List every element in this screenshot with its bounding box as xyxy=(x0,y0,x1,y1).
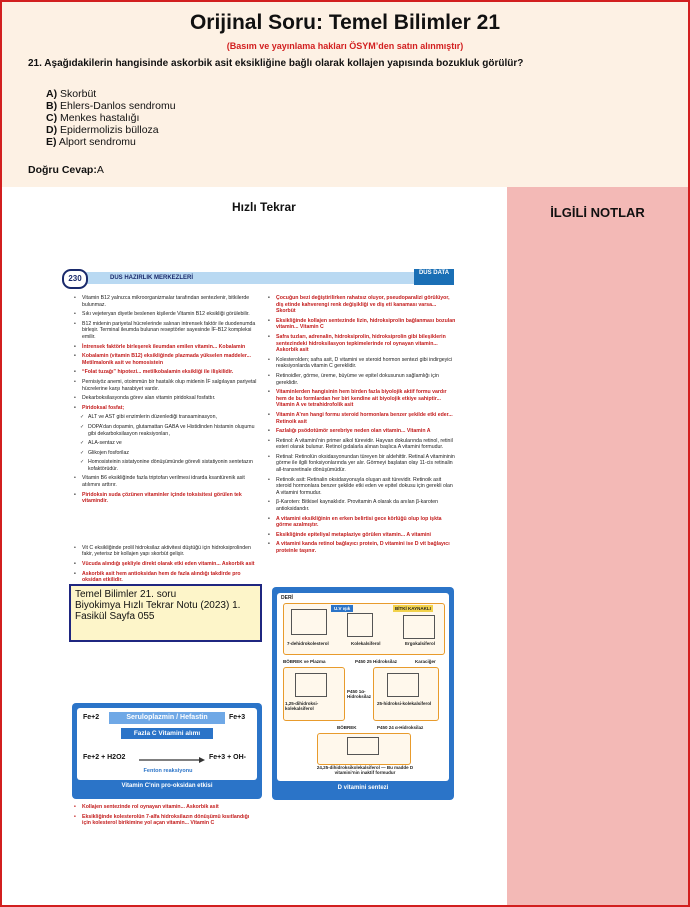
molecule-icon xyxy=(347,737,379,755)
vitamin-d-figure-body xyxy=(277,593,449,781)
list-item: • Kollajen sentezinde rol oynayan vitamin... Askorbik asit xyxy=(74,804,259,811)
list-item: • Vücuda alındığı şekliyle direkt olarak etki eden vitamin... Askorbik asit xyxy=(74,561,259,568)
option-a: A) Skorbüt xyxy=(46,88,97,100)
question-text: 21. Aşağıdakilerin hangisinde askorbik asit eksikliğine bağlı olarak kollajen yapısında bozukluk görülür? xyxy=(28,58,524,69)
vitamin-c-figure-body xyxy=(77,708,257,780)
textbook-bottom-items xyxy=(74,804,259,830)
hydroxy25-label: 25-hidroksi-kolekalsiferol xyxy=(377,701,432,706)
list-item: • Vitaminlerden hangisinin hem birden fazla biyolojik aktif formu vardır hem de bu formlardan her biri kendine ait biyolojik etkiye sahiptir... Vitamin A ve tetrahidrofolik asit xyxy=(268,389,456,409)
textbook-header xyxy=(62,269,457,287)
list-item: • Vitamin B12 yalnızca mikroorganizmalar tarafından sentezlenir, bitkilerde bulunmaz. xyxy=(74,295,259,308)
uv-label: U.V ışık xyxy=(331,605,353,612)
list-item: • Piridoksal fosfat; xyxy=(74,405,259,412)
molecule-icon xyxy=(291,609,327,635)
note-box-line: Biyokimya Hızlı Tekrar Notu (2023) 1. xyxy=(75,600,241,611)
option-e: E) Alport sendromu xyxy=(46,136,136,148)
list-item: • İntrensek faktörle birleşerek ileumdan emilen vitamin... Kobalamin xyxy=(74,344,259,351)
list-item: • A vitamini kanda retinol bağlayıcı protein, D vitamini ise D vit bağlayıcı proteinle taşınır. xyxy=(268,541,456,554)
kole-label: Kolekalsiferol xyxy=(351,641,381,646)
notes-heading: İLGİLİ NOTLAR xyxy=(550,205,645,220)
fe2-label: Fe+2 xyxy=(83,714,100,721)
notes-column xyxy=(507,187,688,905)
vitamin-d-figure xyxy=(272,587,454,800)
list-item: • A vitamini eksikliğinin en erken belirtisi gece körlüğü olup lop işkta görme azalmıştır. xyxy=(268,516,456,529)
p450-25-label: P450 25 Hidroksilaz xyxy=(355,659,398,664)
molecule-icon xyxy=(387,673,419,697)
list-item: • Çocuğun bezi değiştirilirken rahatsız oluyor, pseudoparalizi görülüyor, diş etinde kahverengi renk değişikliği ve diş eti kanaması varsa... Skorbüt xyxy=(268,295,456,315)
dihydroxy-label: 1,25-dihidroksi-kolekalsiferol xyxy=(285,701,319,711)
option-c: C) Menkes hastalığı xyxy=(46,112,140,124)
list-item: • Piridoksin suda çözünen vitaminler içinde toksisitesi görülen tek vitamindir. xyxy=(74,492,259,505)
textbook-page xyxy=(62,269,457,834)
related-question-box xyxy=(69,584,262,642)
textbook-band: DUS HAZIRLIK MERKEZLERİ xyxy=(86,272,435,284)
deri-label: DERİ xyxy=(281,595,293,601)
p450-24-label: P450 24 α-Hidroksilaz xyxy=(377,725,424,730)
list-item: • Fazlalığı psödotümör serebriye neden olan vitamin... Vitamin A xyxy=(268,428,456,435)
list-item: • Safra tuzları, adrenalin, hidroksiprolin, hidroksiprolin gibi bileşiklerin sentezindeki hidroksilasyon tepkimelerinde rol oynayan vitamin... Askorbik asit xyxy=(268,334,456,354)
list-item: • “Folat tuzağı” hipotezi... metilkobalamin eksikliği ile ilişkilidir. xyxy=(74,369,259,376)
list-item: • Kolesterolden; safra asit, D vitamini ve steroid hormon sentezi gibi indirgeyici reaksiyonlarda vitamin C gereklidir. xyxy=(268,357,456,370)
page-title: Orijinal Soru: Temel Bilimler 21 xyxy=(189,11,501,34)
p450-1a-label: P450 1α-Hidroksilaz xyxy=(347,689,372,699)
list-item: • Sıkı vejeteryan diyetle beslenen kişilerde Vitamin B12 eksikliği görülebilir. xyxy=(74,311,259,318)
list-item: • Retinal: Retinolün oksidasyonundan türeyen bir aldehittir. Retinal A vitamininin görme ile ilgili fonksiyonlarında yer alır. Görmeyi başlatan olay 11-cis retinalin all-transretinale dönüşümüdür. xyxy=(268,454,456,474)
fe3-label: Fe+3 xyxy=(229,714,246,721)
check-item: ✓ ALA-sentaz ve xyxy=(74,440,259,447)
ceruloplasmin-label: Seruloplazmin / Hefastin xyxy=(109,712,225,724)
list-item: • Askorbik asit hem antioksidan hem de fazla alındığı takdirde pro oksidan etkilidir. xyxy=(74,571,259,584)
list-item: • Vitamin B6 eksikliğinde fazla triptofan verilmesi idrarda ksantürenik asit atılımını arttırır. xyxy=(74,475,259,488)
textbook-right-column xyxy=(268,295,456,558)
list-item: • B12 midenin pariyetal hücrelerinde salınan intrensek faktör ile duodenumda birleşir. Terminal ileumda bulunan reseptörler sayesinde İF-B12 kompleksi emilir. xyxy=(74,321,259,341)
fenton-label: Fenton reaksiyonu xyxy=(143,768,193,774)
check-item: ✓ Glikojen fosforilaz xyxy=(74,450,259,457)
vitamin-d-caption: D vitamini sentezi xyxy=(337,785,389,791)
list-item: • Eksikliğinde kollajen sentezinde lizin, hidroksiprolin bağlanması bozulan vitamin... Vitamin C xyxy=(268,318,456,331)
ergo-label: Ergokalsiferol xyxy=(405,641,436,646)
dusdata-logo: DUS DATA xyxy=(414,269,454,285)
list-item: • Eksikliğinde epiteliyal metaplaziye görülen vitamin... A vitamini xyxy=(268,532,456,539)
correct-answer: Doğru Cevap:A xyxy=(28,164,104,176)
list-item: • Retinoidler, görme, üreme, büyüme ve epitel dokusunun sağlamlığı için gereklidir. xyxy=(268,373,456,386)
review-heading: Hızlı Tekrar xyxy=(232,200,296,214)
check-item: ✓ Homosisteinin sistatyonine dönüşümünde görevli sistatiyonin sentetazın kofaktörüdür. xyxy=(74,459,259,472)
question-panel xyxy=(2,2,688,187)
reaction-arrow-icon xyxy=(139,756,205,764)
option-d: D) Epidermolizis bülloza xyxy=(46,124,159,136)
kidney-label: BÖBREK xyxy=(337,725,357,730)
textbook-page-number: 230 xyxy=(62,269,88,289)
check-item: ✓ ALT ve AST gibi enzimlerin düzenlediği transaminasyon, xyxy=(74,414,259,421)
liver-label: Karaciğer xyxy=(415,659,436,664)
textbook-left-column xyxy=(74,295,259,587)
fenton-products: Fe+3 + OH- xyxy=(209,754,246,761)
molecule-icon xyxy=(347,613,373,637)
option-b: B) Ehlers-Danlos sendromu xyxy=(46,100,176,112)
plant-source-label: BİTKİ KAYNAKLI xyxy=(395,606,431,611)
list-item: • Retinoik asit: Retinalin oksidasyonuyla oluşan asit türevidir. Retinoik asit steroid hormonlara benzer şekilde etki eden ve epitel dokusu için gerekli olan A vitamini formudur. xyxy=(268,477,456,497)
review-column xyxy=(2,187,507,905)
list-item: • Retinol: A vitamini’nin primer alkol türevidir. Hayvan dokularında retinol, retinil esteri olarak bulunur. Retinol gıdalarla alınan başlıca A vitamini formudur. xyxy=(268,438,456,451)
dehydro-label: 7-dehidrokolesterol xyxy=(287,641,329,646)
note-box-line: Temel Bilimler 21. soru xyxy=(75,589,177,600)
list-item: • Pernisiyöz anemi, otoimmün bir hastalık olup midenin İF salgılayan pariyetal hücrelerine karşı harabiyet vardır. xyxy=(74,379,259,392)
note-box-line: Fasikül Sayfa 055 xyxy=(75,611,155,622)
molecule-icon xyxy=(403,615,435,639)
answer-options xyxy=(46,88,176,148)
molecule-icon xyxy=(295,673,327,697)
fenton-reactants: Fe+2 + H2O2 xyxy=(83,754,126,761)
vitamin-c-figure xyxy=(72,703,262,799)
kidney-plasma-label: BÖBREK ve Plazma xyxy=(283,659,326,664)
list-item: • Vitamin A’nın hangi formu steroid hormonlara benzer şekilde etki eder... Retinoik asit xyxy=(268,412,456,425)
copyright-note: (Basım ve yayınlama hakları ÖSYM’den satın alınmıştır) xyxy=(226,41,464,51)
vitamin-c-caption: Vitamin C'nin pro-oksidan etkisi xyxy=(121,783,213,789)
excess-vitc-label: Fazla C Vitamini alımı xyxy=(121,728,213,739)
list-item: • β-Karoten: Bitkisel kaynaklıdır. Provitamin A olarak da anılan β-karoten antioksidandır. xyxy=(268,499,456,512)
list-item: • Dekarboksilasyonda görev alan vitamin piridoksal fosfattır. xyxy=(74,395,259,402)
list-item: • Kobalamin (vitamin B12) eksikliğinde plazmada yükselen maddeler... Metilmalonik asit ve homosistein xyxy=(74,353,259,366)
list-item: • Eksikliğinde kolesterolün 7-alfa hidroksilazın dönüşümü kısıtlandığı için kolesterol birikimine yol açan vitamin... Vitamin C xyxy=(74,814,259,827)
inactive-form-label: 24,25-dihidroksikolekalsiferol — Bu madde D vitamini’nin inaktif formudur xyxy=(316,765,414,775)
check-item: ✓ DOPA’dan dopamin, glutamattan GABA ve Histidinden histamin oluşumu gibi dekarboksilasyon reaksiyonları, xyxy=(74,424,259,437)
list-item: • Vit C eksikliğinde prolil hidroksilaz aktivitesi düştüğü için hidroksiprolinden fakir, yeterisz bir kollajen yapı skorbüt gelişir. xyxy=(74,545,259,558)
